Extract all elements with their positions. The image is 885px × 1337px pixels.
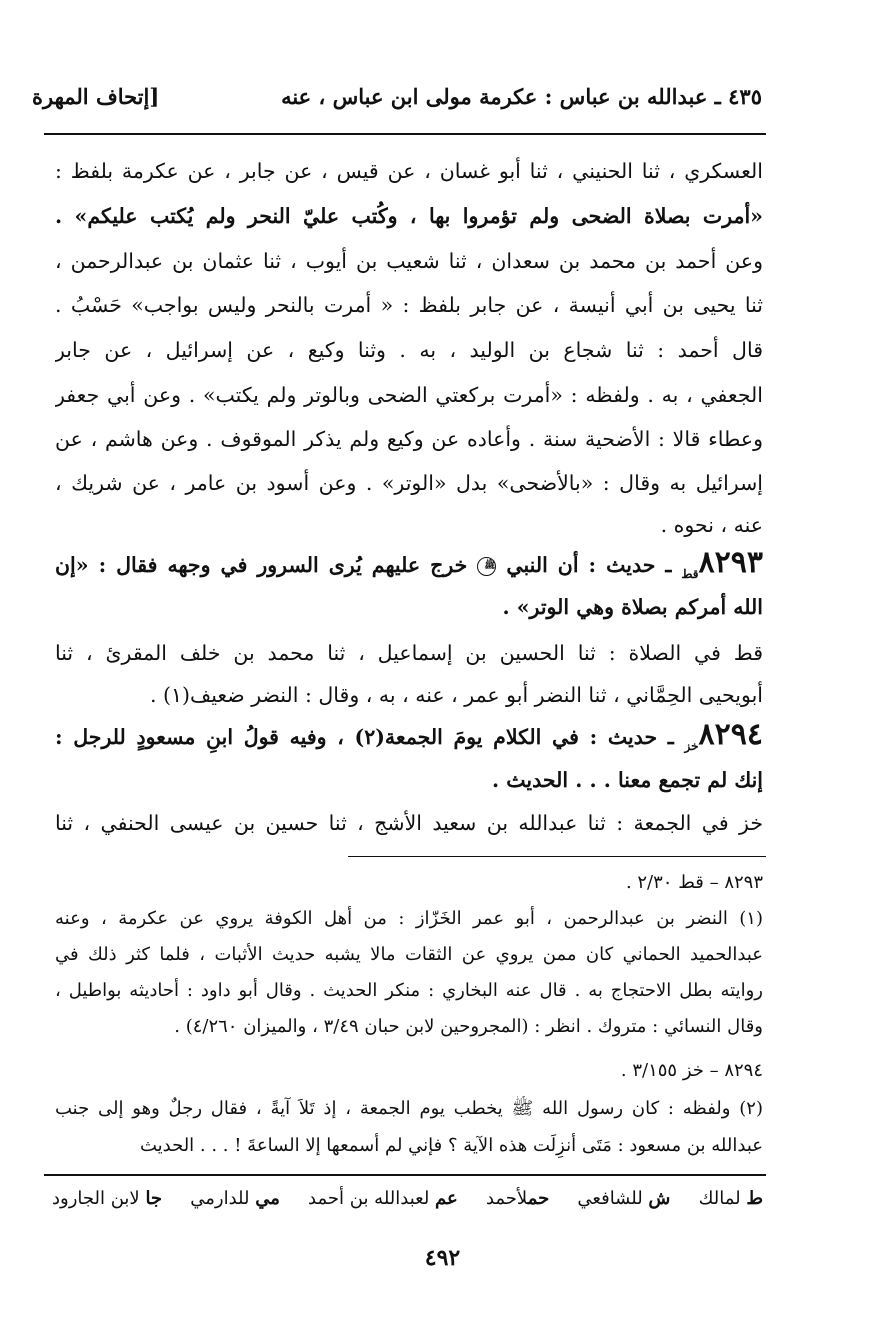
- salawat-symbol: ﷺ: [477, 557, 496, 576]
- hadith-text: ـ حديث : أن النبي: [506, 553, 672, 577]
- body-line: الجعفي ، به . ولفظه : «أمرت بركعتي الضحى وبالوتر ولم يكتب» . وعن أبي جعفر: [55, 383, 763, 407]
- body-line: وعن أحمد بن محمد بن سعدان ، ثنا شعيب بن أيوب ، ثنا عثمان بن عبدالرحمن ،: [55, 249, 763, 273]
- running-header: [32, 84, 762, 124]
- abbreviation-item: مي للدارمي: [190, 1188, 280, 1209]
- source-code: قط: [681, 567, 699, 581]
- body-line: قال أحمد : ثنا شجاع بن الوليد ، به . وثنا وكيع ، عن إسرائيل ، عن جابر: [55, 338, 763, 362]
- header-title: ٤٣٥ ـ عبدالله بن عباس : عكرمة مولى ابن عباس ، عنه: [281, 84, 762, 109]
- hadith-8293-heading: [55, 548, 763, 589]
- footnote-line: (٢) ولفظه : كان رسول الله ﷺ يخطب يوم الجمعة ، إذ تَلاَ آيةً ، فقال رجلٌ وهو إلى جنب: [55, 1098, 763, 1119]
- body-line: ثنا يحيى بن أبي أنيسة ، عن جابر بلفظ : « أمرت بالنحر وليس بواجب» حَسْبُ .: [55, 293, 763, 317]
- isnad-line: خز في الجمعة : ثنا عبدالله بن سعيد الأشج ، ثنا حسين بن عيسى الحنفي ، ثنا: [55, 811, 763, 835]
- hadith-number: ٨٢٩٣: [698, 548, 763, 580]
- footnote-line: وقال النسائي : متروك . انظر : (المجروحين لابن حبان ٣/٤٩ ، والميزان ٤/٢٦٠) .: [174, 1016, 763, 1037]
- abbreviations-rule: [44, 1174, 766, 1176]
- abbreviation-item: عم لعبدالله بن أحمد: [308, 1188, 458, 1209]
- hadith-8294-heading: [55, 720, 763, 761]
- abbreviation-item: جا لابن الجارود: [52, 1188, 163, 1209]
- footnote-rule: [348, 856, 766, 857]
- body-line: العسكري ، ثنا الحنيني ، ثنا أبو غسان ، عن قيس ، عن جابر ، عن عكرمة بلفظ :: [55, 159, 763, 183]
- body-line: وعطاء قالا : الأضحية سنة . وأعاده عن وكيع ولم يذكر الموقوف . وعن هاشم ، عن: [55, 427, 763, 451]
- hadith-text: خرج عليهم يُرى السرور في وجهه فقال : «إن: [55, 553, 468, 577]
- abbreviation-item: حملأحمد: [485, 1188, 550, 1209]
- footnote-line: ٨٢٩٣ – قط ٢/٣٠ .: [625, 872, 763, 893]
- page-number: ٤٩٢: [424, 1245, 461, 1271]
- hadith-number: ٨٢٩٤: [698, 720, 763, 752]
- hadith-line: الله أمركم بصلاة وهي الوتر» .: [502, 595, 763, 619]
- body-line: إسرائيل به وقال : «بالأضحى» بدل «الوتر» . وعن أسود بن عامر ، عن شريك ،: [55, 471, 763, 495]
- body-line: «أمرت بصلاة الضحى ولم تؤمروا بها ، وكُتب عليّ النحر ولم يُكتب عليكم» .: [55, 204, 763, 228]
- hadith-text: ـ حديث : في الكلام يومَ الجمعة(٢) ، وفيه قولُ ابنِ مسعودٍ للرجل :: [55, 725, 674, 749]
- header-book-title: [إتحاف المهرة: [32, 84, 160, 109]
- abbreviation-item: ش للشافعي: [577, 1188, 671, 1209]
- footnote-line: عبدالله بن مسعود : مَتَى أُنزِلَت هذه الآية ؟ فإني لم أسمعها إلا الساعةَ ! . . . الحديث: [139, 1135, 763, 1156]
- footnote-line: روايته بطل الاحتجاج به . قال عنه البخاري : منكر الحديث . وقال أبو داود : أحاديثه بواطيل ،: [55, 980, 763, 1001]
- source-code: خز: [684, 739, 699, 753]
- hadith-line: إنك لم تجمع معنا . . . الحديث .: [492, 768, 763, 792]
- footnote-line: ٨٢٩٤ – خز ٣/١٥٥ .: [620, 1060, 763, 1081]
- header-rule: [44, 133, 766, 135]
- isnad-line: قط في الصلاة : ثنا الحسين بن إسماعيل ، ثنا محمد بن خلف المقرئ ، ثنا: [55, 641, 763, 665]
- abbreviations-key: [52, 1188, 763, 1222]
- abbreviation-item: ط لمالك: [698, 1188, 763, 1209]
- footnote-line: عبدالحميد الحماني كان ممن يروي عن الثقات مالا يشبه حديث الأثبات ، فلما كثر ذلك في: [55, 944, 763, 965]
- footnote-line: (١) النضر بن عبدالرحمن ، أبو عمر الخَزّاز : من أهل الكوفة يروي عن عكرمة ، وعنه: [55, 908, 763, 929]
- isnad-line: أبويحيى الحِمَّاني ، ثنا النضر أبو عمر ، عنه ، به ، وقال : النضر ضعيف(١) .: [149, 683, 763, 707]
- body-line: عنه ، نحوه .: [660, 513, 763, 537]
